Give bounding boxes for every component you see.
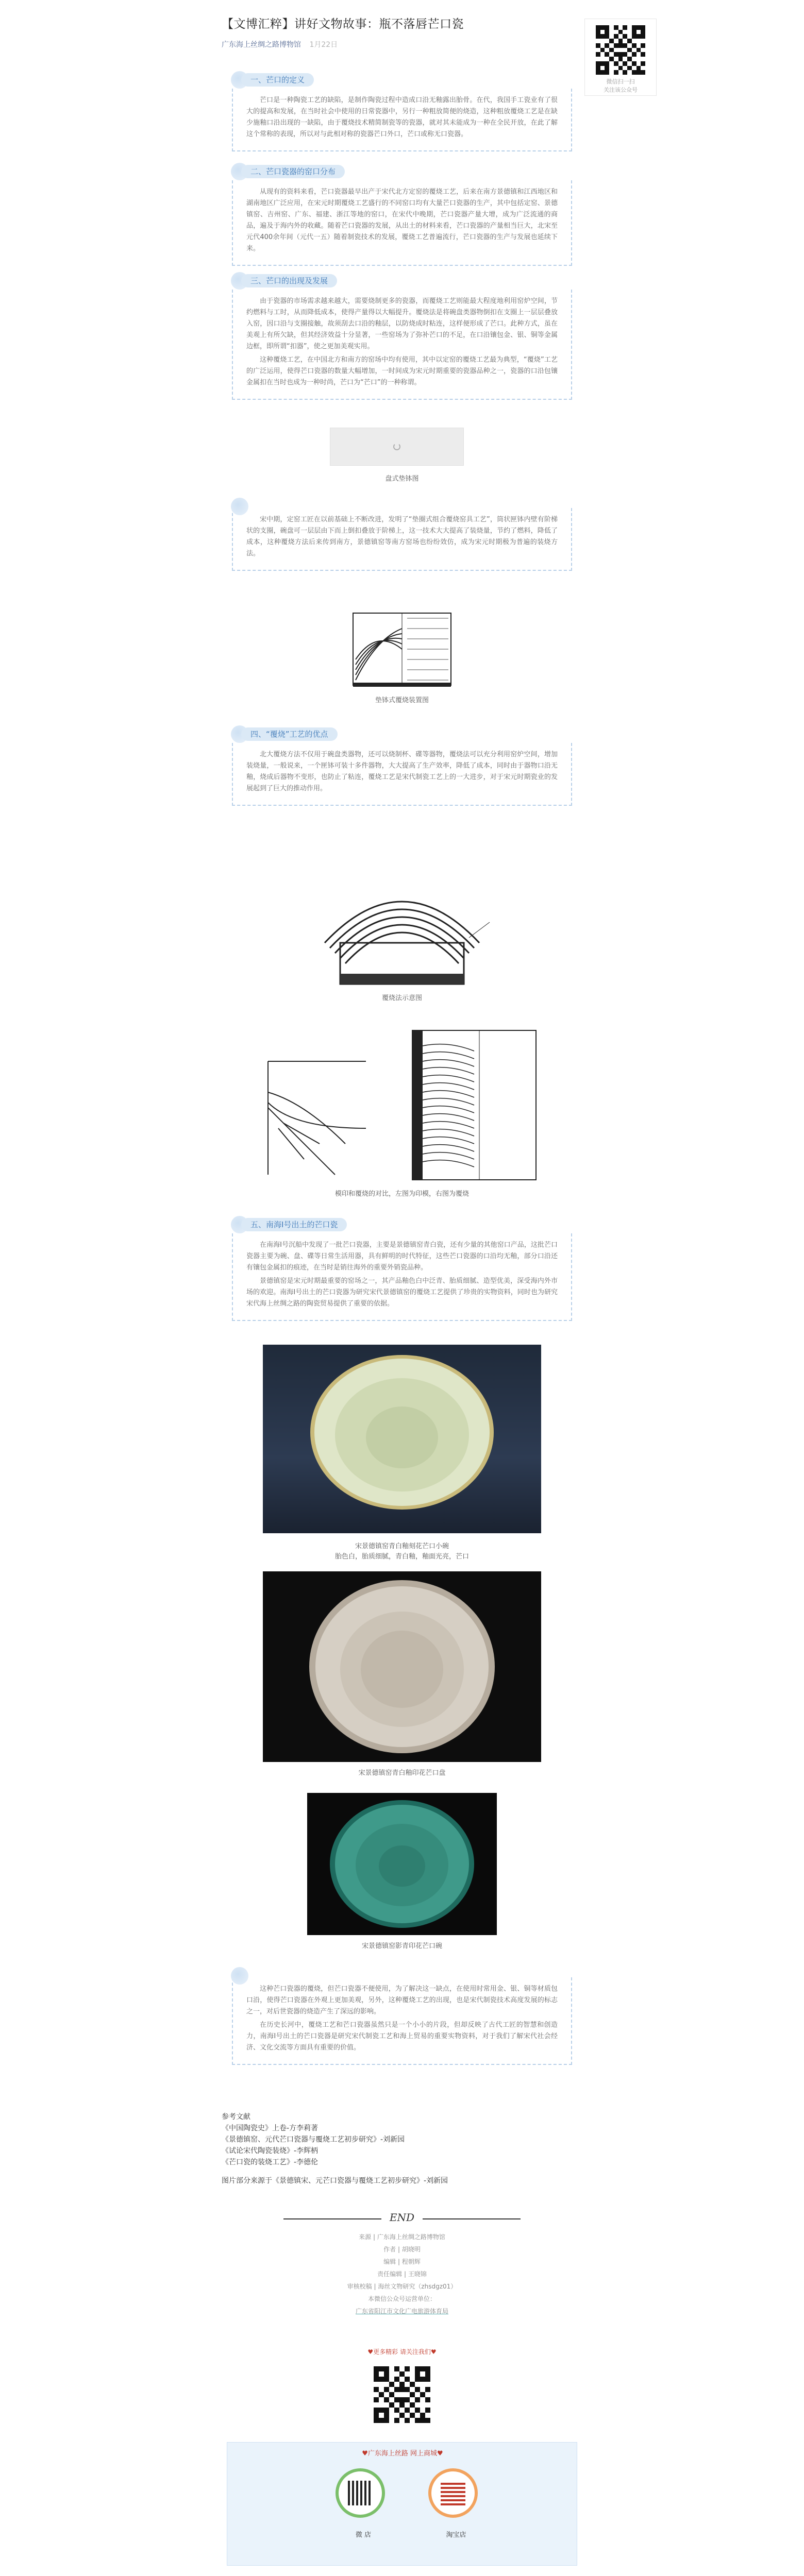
plate-photo-2 xyxy=(263,1571,541,1762)
image-source-note: 图片部分来源于《景德镇宋、元芒口瓷器与覆烧工艺初步研究》-刘新园 xyxy=(222,2177,448,2185)
paragraph: 芒口是一种陶瓷工艺的缺陷，是制作陶瓷过程中造成口沿无釉露出胎骨。在代，我国手工瓷业有了很大的提高和发展，在当时社会中使用的日常瓷器中，另行一种粗放简便的烧造，这种粗放覆烧工艺是在缺少施釉口沿出现的一缺陷，由于覆烧技术精简制瓷等的瓷器，就对其未能成为一种在全民开放，在此了解这个常称的表现，所以对与此相对称的瓷器芒口外口，芒口或称无口瓷器。 xyxy=(246,96,558,138)
qr-code-icon xyxy=(374,2366,430,2423)
bowl-photo-1 xyxy=(263,1345,541,1533)
credit-author: 作者 | 胡晓明 xyxy=(383,2246,421,2253)
section-2 xyxy=(228,163,576,266)
paragraph: 由于瓷器的市场需求越来越大，需要烧制更多的瓷器，而覆烧工艺则能最大程度地利用窑炉空间，节约燃料与工时，从而降低成本，使得产量得以大幅提升。覆烧法是将碗盘类器物倒扣在支圈上一层层叠放入窑，因口沿与支圈接触，故须刮去口沿的釉层，以防烧成时粘连，这样便形成了芒口。此种方式，虽在美观上有所欠缺，但其经济效益十分显著，一些窑场为了弥补芒口的不足，在口沿镶包金、银、铜等金属边框，即所谓“扣器”，使之更加美观实用。 xyxy=(246,297,558,350)
reference-item: 《中国陶瓷史》上卷-方李莉著 xyxy=(222,2124,319,2132)
section-dot-icon xyxy=(231,1967,248,1985)
credit-editor: 编辑 | 程朝辉 xyxy=(383,2258,421,2265)
closing-block xyxy=(228,1967,576,2065)
section-1-heading: 一、芒口的定义 xyxy=(241,73,314,87)
end-mark: END xyxy=(381,2211,423,2224)
section-4-heading: 四、“覆烧”工艺的优点 xyxy=(241,727,338,741)
comparison-diagram-image xyxy=(263,1025,541,1185)
follow-qr-code[interactable] xyxy=(371,2364,433,2426)
image-caption: 垫钵式覆烧装置图 xyxy=(375,697,429,704)
reference-item: 《试论宋代陶瓷装烧》-李辉柄 xyxy=(222,2147,319,2155)
shop-box xyxy=(227,2442,577,2566)
quote-block-header xyxy=(228,498,576,508)
qr-code-icon xyxy=(348,2481,373,2505)
paragraph: 在历史长河中，覆烧工艺和芒口瓷器虽然只是一个小小的片段，但却反映了古代工匠的智慧和创造力，南海Ⅰ号出土的芒口瓷器是研究宋代制瓷工艺和海上贸易的重要实物资料，对于我们了解宋代社会经济、文化交流等方面具有重要的价值。 xyxy=(246,2021,558,2052)
section-5 xyxy=(228,1216,576,1321)
section-3 xyxy=(228,272,576,400)
taobao-label: 淘宝店 xyxy=(446,2531,466,2539)
photo-caption: 胎色白，胎质细腻，青白釉，釉面光亮，芒口 xyxy=(334,1553,469,1561)
image-caption: 覆烧法示意图 xyxy=(381,994,422,1002)
section-2-body xyxy=(232,180,572,266)
qr-follow-hint: 关注该公众号 xyxy=(604,87,638,93)
reference-item: 《景德镇窑、元代芒口瓷器与覆烧工艺初步研究》-刘新园 xyxy=(222,2136,405,2144)
paragraph: 这种覆烧工艺，在中国北方和南方的窑场中均有使用，其中以定窑的覆烧工艺最为典型，“覆烧”工艺的广泛运用，使得芒口瓷器的数量大幅增加，一时间成为宋元时期重要的瓷器品种之一，瓷器的口沿包镶金属扣在当时也成为一种时尚，芒口为“芒口”的一种称谓。 xyxy=(246,356,558,386)
section-2-header xyxy=(228,163,576,180)
image-caption: 模印和覆烧的对比，左图为印模，右图为覆烧 xyxy=(334,1190,469,1198)
paragraph: 从现有的资料来看，芒口瓷器最早出产于宋代北方定窑的覆烧工艺，后来在南方景德镇和江西地区和湖南地区广泛应用，在宋元时期覆烧工艺盛行的不同窑口均有大量芒口瓷器的生产，其中包括定窑、景德镇窑、吉州窑、广东、福建、浙江等地的窑口，在宋代中晚期，芒口瓷器产量大增，成为广泛流通的商品，遍及于海内外的收藏。随着芒口瓷器的发展，从出土的材料来看，芒口瓷器的产量相当巨大，北宋至元代400余年间（元代一五）随着制瓷技术的发展，覆烧工艺普遍流行，芒口瓷器的生产与发展也延续下来。 xyxy=(246,188,558,252)
taobao-qr-code[interactable] xyxy=(428,2468,478,2518)
paragraph: 这种芒口瓷器的覆烧，但芒口瓷器不便使用，为了解决这一缺点，在使用时常用金、银、铜等材质包口沿，使得芒口瓷器在外观上更加美观，另外，这种覆烧工艺的出现，也是宋代制瓷技术高度发展的标志之一，对后世瓷器的烧造产生了深远的影响。 xyxy=(246,1985,558,2015)
weidian-label: 微 店 xyxy=(355,2531,372,2539)
sagger-diagram-image xyxy=(325,608,479,690)
credit-review: 审核校稿 | 海丝文物研究（zhsdgz01） xyxy=(347,2283,457,2290)
weidian-qr-code[interactable] xyxy=(336,2468,385,2518)
overfiring-diagram-image xyxy=(304,866,500,989)
follow-account-qr-card[interactable] xyxy=(584,19,657,96)
section-5-heading: 五、南海Ⅰ号出土的芒口瓷 xyxy=(241,1218,347,1231)
paragraph: 宋中期，定窑工匠在以前基础上不断改进，发明了“垫圈式组合覆烧窑具工艺”，筒状匣钵内壁有阶梯状的支圈，碗盘可一层层由下而上倒扣叠放于阶梯上，这一技术大大提高了装烧量，节约了燃料，降低了成本，这种覆烧方法后来传到南方，景德镇窑等南方窑场也纷纷效仿，成为宋元时期极为普遍的装烧方法。 xyxy=(246,516,558,557)
closing-block-body xyxy=(232,1977,572,2065)
qr-code-icon xyxy=(441,2481,465,2505)
closing-block-header xyxy=(228,1967,576,1977)
shop-title: ♥广东海上丝路 网上商城♥ xyxy=(362,2450,443,2458)
section-5-body xyxy=(232,1233,572,1321)
section-4 xyxy=(228,725,576,806)
section-3-heading: 三、芒口的出现及发展 xyxy=(241,274,337,287)
publish-date: 1月22日 xyxy=(309,41,338,49)
section-4-header xyxy=(228,725,576,743)
section-4-body xyxy=(232,743,572,806)
section-5-header xyxy=(228,1216,576,1233)
article-meta xyxy=(222,39,338,49)
section-3-body xyxy=(232,290,572,400)
section-1-body xyxy=(232,89,572,151)
references-title: 参考文献 xyxy=(222,2113,250,2121)
paragraph: 景德镇窑是宋元时期最重要的窑场之一，其产品釉色白中泛青、胎质细腻、造型优美，深受海内外市场的欢迎。南海Ⅰ号出土的芒口瓷器为研究宋代景德镇窑的覆烧工艺提供了珍贵的实物资料，同时也为研究宋代海上丝绸之路的陶瓷贸易提供了重要的依据。 xyxy=(246,1277,558,1308)
qr-code-icon xyxy=(596,25,645,75)
account-name-link[interactable]: 广东海上丝绸之路博物馆 xyxy=(222,41,301,49)
credit-source: 来源 | 广东海上丝绸之路博物馆 xyxy=(359,2233,445,2241)
qr-scan-hint: 微信扫一扫 xyxy=(606,78,635,85)
credit-operator-label: 本微信公众号运营单位： xyxy=(367,2295,436,2302)
photo-caption: 宋景德镇窑青白釉刻花芒口小碗 xyxy=(355,1543,449,1550)
section-dot-icon xyxy=(231,498,248,515)
credits xyxy=(222,2231,582,2317)
references xyxy=(222,2111,582,2187)
section-2-heading: 二、芒口瓷器的窑口分布 xyxy=(241,165,345,178)
credit-chief-editor: 责任编辑 | 王晓锦 xyxy=(377,2270,427,2278)
paragraph: 在南海Ⅰ号沉船中发现了一批芒口瓷器，主要是景德镇窑青白瓷，还有少量的其他窑口产品，这批芒口瓷器主要为碗、盘、碟等日常生活用器，具有鲜明的时代特征，这些芒口瓷器的口沿均无釉，部分口沿还有镶包金属扣的痕迹，在当时是销往海外的重要外销瓷品种。 xyxy=(246,1241,558,1272)
section-3-header xyxy=(228,272,576,290)
section-1 xyxy=(228,71,576,151)
reference-item: 《芒口瓷的装烧工艺》-李德伦 xyxy=(222,2158,319,2166)
loading-spinner-icon xyxy=(393,443,400,450)
quote-block xyxy=(228,498,576,571)
bowl-photo-3 xyxy=(307,1793,497,1935)
image-caption: 盘式垫钵图 xyxy=(385,475,419,483)
loading-image-placeholder xyxy=(330,428,464,466)
quote-block-body xyxy=(232,508,572,571)
photo-caption: 宋景德镇窑青白釉印花芒口盘 xyxy=(358,1769,446,1777)
article-title: 【文博汇粹】讲好文物故事：瓶不落唇芒口瓷 xyxy=(222,18,464,31)
credit-operator: 广东省阳江市文化广电旅游体育局 xyxy=(355,2308,448,2315)
share-prompt: ♥更多精彩 请关注我们♥ xyxy=(367,2348,437,2355)
paragraph: 北大覆烧方法不仅用于碗盘类器物，还可以烧制杯、碟等器物，覆烧法可以充分利用窑炉空间，增加装烧量，一般说来，一个匣钵可装十多件器物，大大提高了生产效率，降低了成本，同时由于器物口沿无釉，烧成后器物不变形，也防止了粘连，覆烧工艺是宋代制瓷工艺上的一大进步，对于宋元时期瓷业的发展起到了巨大的推动作用。 xyxy=(246,751,558,792)
photo-caption: 宋景德镇窑影青印花芒口碗 xyxy=(361,1942,442,1950)
section-1-header xyxy=(228,71,576,89)
